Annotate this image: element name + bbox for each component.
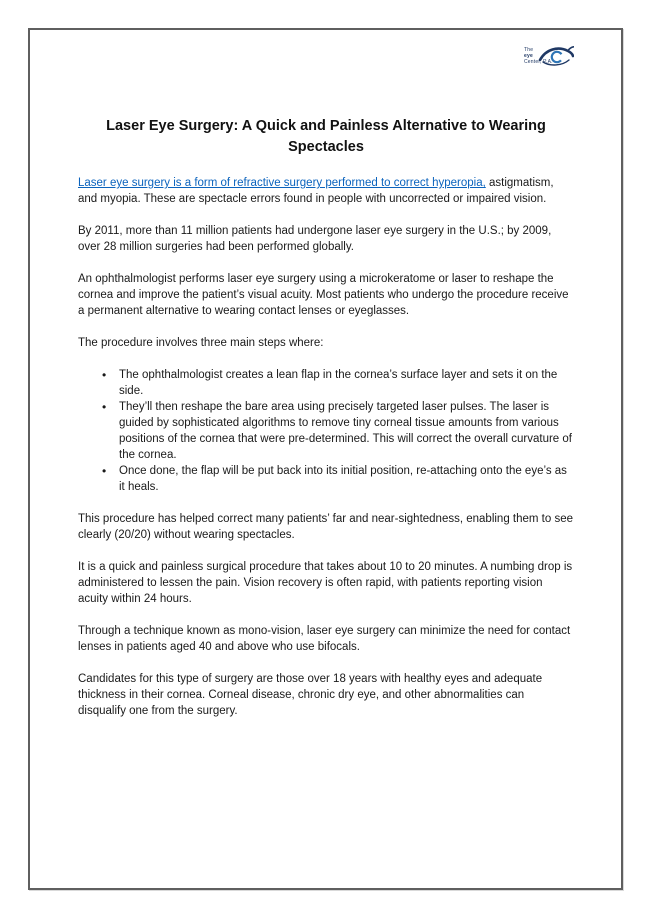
document-header bbox=[78, 44, 574, 86]
logo-text-line2: eye bbox=[524, 53, 533, 59]
result-paragraph: This procedure has helped correct many patients’ far and near-sightedness, enabling them to see clearly (20/20) without wearing spectacles. bbox=[78, 513, 573, 541]
page-title: Laser Eye Surgery: A Quick and Painless Alternative to Wearing Spectacles bbox=[106, 118, 546, 155]
refractive-surgery-hyperlink[interactable]: Laser eye surgery is a form of refractive surgery performed to correct hyperopia, bbox=[78, 177, 486, 189]
bullet-item-laser-reshape: • They’ll then reshape the bare area using precisely targeted laser pulses. The laser is guided by sophisticated algorithms to remove tiny corneal tissue amounts from various positions of the cornea that were pre-determined. This will correct the overall curvature of the cornea. bbox=[102, 399, 574, 463]
eye-logo-icon bbox=[538, 44, 574, 68]
page-border bbox=[28, 28, 623, 890]
intro-paragraph bbox=[78, 175, 574, 207]
document-body bbox=[78, 175, 574, 719]
company-logo bbox=[524, 44, 574, 74]
intro-paragraph-text: astigmatism, and myopia. These are spectacle errors found in people with uncorrected or impaired vision. bbox=[78, 177, 554, 205]
page-content bbox=[78, 44, 574, 735]
statistics-paragraph: By 2011, more than 11 million patients had undergone laser eye surgery in the U.S.; by 2009, over 28 million surgeries had been performed globally. bbox=[78, 225, 552, 253]
candidates-paragraph: Candidates for this type of surgery are those over 18 years with healthy eyes and adequate thickness in their cornea. Corneal disease, chronic dry eye, and other abnormalities can disqualify one from the surgery. bbox=[78, 673, 543, 717]
monovision-paragraph: Through a technique known as mono-vision, laser eye surgery can minimize the need for contact lenses in patients aged 40 and above who use bifocals. bbox=[78, 625, 571, 653]
procedure-steps-list bbox=[102, 367, 574, 495]
logo-text-line1: The bbox=[524, 47, 534, 53]
quick-procedure-paragraph: It is a quick and painless surgical procedure that takes about 10 to 20 minutes. A numbing drop is administered to lessen the pain. Vision recovery is often rapid, with patients reporting vision acuity within 24 hours. bbox=[78, 561, 573, 605]
bullet-item-flap-creation: • The ophthalmologist creates a lean flap in the cornea’s surface layer and sets it on the side. bbox=[102, 367, 574, 399]
logo-text-line3: Center, P.A. bbox=[524, 59, 553, 65]
ophthalmologist-paragraph: An ophthalmologist performs laser eye surgery using a microkeratome or laser to reshape the cornea and improve the patient’s visual acuity. Most patients who undergo the procedure receive a permanent alternative to wearing contact lenses or eyeglasses. bbox=[78, 273, 569, 317]
bullet-item-flap-reattach: • Once done, the flap will be put back into its initial position, re-attaching onto the eye’s as it heals. bbox=[102, 463, 574, 495]
steps-intro-paragraph: The procedure involves three main steps where: bbox=[78, 337, 324, 349]
